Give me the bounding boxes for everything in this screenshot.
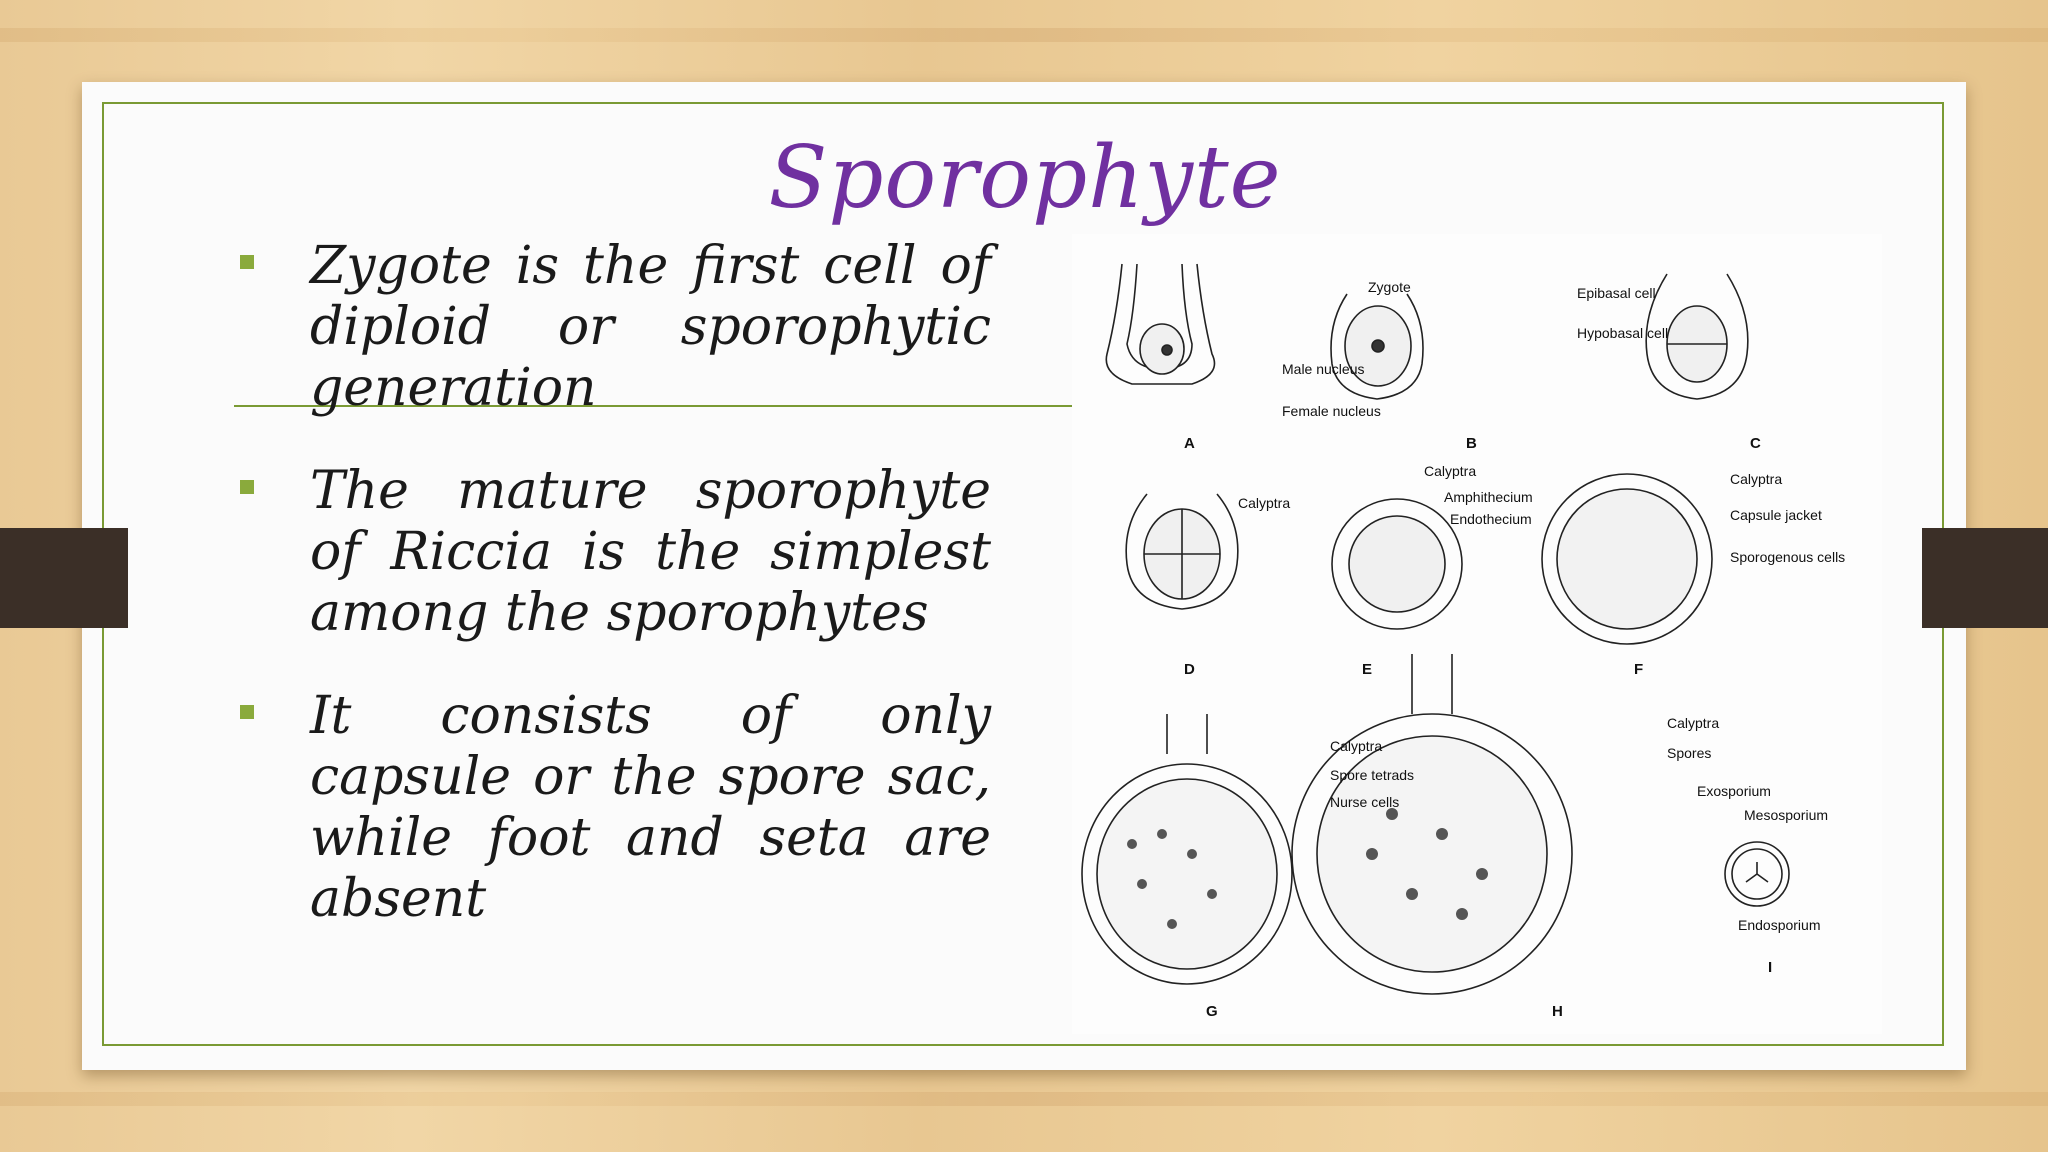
panel-label: H (1552, 1003, 1563, 1020)
label-spores: Spores (1667, 745, 1712, 761)
panel-label: G (1206, 1003, 1218, 1020)
label-endosporium: Endosporium (1738, 917, 1821, 933)
label-calyptra: Calyptra (1667, 715, 1720, 731)
wood-grain (0, 1092, 2048, 1106)
bullet-list (236, 236, 991, 972)
sporophyte-diagram (1072, 234, 1882, 1034)
label-endothecium: Endothecium (1450, 511, 1532, 527)
label-zygote: Zygote (1368, 279, 1411, 295)
bullet-square-icon (240, 705, 254, 719)
decor-band-left (0, 528, 128, 628)
bullet-item (236, 236, 991, 419)
label-male-nucleus: Male nucleus (1282, 361, 1365, 377)
panel-label: F (1634, 661, 1644, 678)
panel-label: A (1184, 435, 1195, 452)
label-spore-tetrads: Spore tetrads (1330, 767, 1415, 783)
label-hypobasal: Hypobasal cell (1577, 325, 1669, 341)
slide-title: Sporophyte (768, 128, 1282, 228)
decor-band-right (1922, 528, 2048, 628)
label-exosporium: Exosporium (1697, 783, 1771, 799)
panel-label: B (1466, 435, 1477, 452)
label-female-nucleus: Female nucleus (1282, 403, 1381, 419)
label-calyptra: Calyptra (1330, 738, 1383, 754)
panel-label: E (1362, 661, 1373, 678)
label-mesosporium: Mesosporium (1744, 807, 1829, 823)
panel-label: I (1768, 959, 1773, 976)
bullet-item (236, 686, 991, 930)
bullet-square-icon (240, 480, 254, 494)
label-sporogenous: Sporogenous cells (1730, 549, 1846, 565)
bullet-square-icon (240, 255, 254, 269)
label-amphithecium: Amphithecium (1444, 489, 1533, 505)
panel-label: D (1184, 661, 1195, 678)
label-capsule-jacket: Capsule jacket (1730, 507, 1822, 523)
label-calyptra: Calyptra (1238, 495, 1291, 511)
bullet-item (236, 461, 991, 644)
label-calyptra: Calyptra (1424, 463, 1477, 479)
label-epibasal: Epibasal cell (1577, 285, 1656, 301)
bullet-text: Zygote is the first cell of diploid or sporophytic generation (310, 236, 991, 418)
panel-label: C (1750, 435, 1761, 452)
bullet-text: It consists of only capsule or the spore sac, while foot and seta are absent (310, 686, 991, 929)
wood-grain (0, 28, 2048, 42)
sporophyte-diagram-svg (1072, 234, 1882, 1034)
label-calyptra: Calyptra (1730, 471, 1783, 487)
label-nurse-cells: Nurse cells (1330, 794, 1400, 810)
bullet-text: The mature sporophyte of Riccia is the simplest among the sporophytes (310, 461, 991, 643)
